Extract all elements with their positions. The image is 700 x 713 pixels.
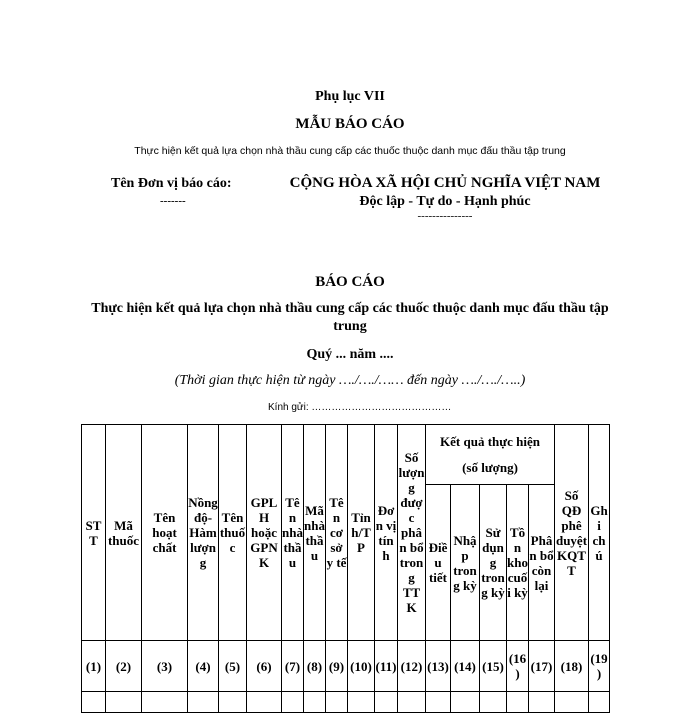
col-header: Tên thuốc [219, 425, 247, 641]
group-header: Kết quả thực hiện (số lượng) [426, 425, 555, 485]
col-number: (9) [326, 641, 348, 692]
recipient-line: Kính gửi: …………………………………… [268, 402, 452, 413]
col-number: (4) [188, 641, 219, 692]
unit-divider: ------- [160, 195, 186, 207]
col-header: Nồng độ-Hàm lượng [188, 425, 219, 641]
col-header: Điều tiết [426, 485, 451, 641]
col-number: (19) [589, 641, 610, 692]
col-header: Tên nhà thầu [282, 425, 304, 641]
unit-label: Tên Đơn vị báo cáo: [111, 176, 232, 191]
col-header: Tên hoạt chất [142, 425, 188, 641]
report-subtitle: Thực hiện kết quả lựa chọn nhà thầu cung cấp các thuốc thuộc danh mục đấu thầu tập trung [91, 301, 609, 334]
col-number: (14) [451, 641, 480, 692]
col-header: STT [82, 425, 106, 641]
col-number: (7) [282, 641, 304, 692]
col-header: GPLH hoặc GPNK [247, 425, 282, 641]
motto-divider: --------------- [417, 210, 473, 222]
col-header: Phân bổ còn lại [529, 485, 555, 641]
nation-title: CỘNG HÒA XÃ HỘI CHỦ NGHĨA VIỆT NAM [289, 175, 601, 191]
col-header: Tồn kho cuối kỳ [507, 485, 529, 641]
col-number: (16) [507, 641, 529, 692]
col-header: Số QĐ phê duyệt KQT T [555, 425, 589, 641]
report-period: (Thời gian thực hiện từ ngày …./…./…… đến ngày …./…./…..) [174, 373, 526, 388]
form-subtitle: Thực hiện kết quả lựa chọn nhà thầu cung cấp các thuốc thuộc danh mục đấu thầu tập trung [134, 145, 566, 157]
col-number: (17) [529, 641, 555, 692]
col-header: Đơn vị tính [375, 425, 398, 641]
col-number: (15) [480, 641, 507, 692]
report-quarter: Quý ... năm .... [306, 347, 394, 362]
motto: Độc lập - Tự do - Hạnh phúc [359, 194, 531, 209]
col-number: (13) [426, 641, 451, 692]
col-number: (11) [375, 641, 398, 692]
col-header: Tên cơ sở y tế [326, 425, 348, 641]
col-header: Mã thuốc [106, 425, 142, 641]
report-title: BÁO CÁO [315, 274, 385, 290]
col-number: (12) [398, 641, 426, 692]
col-number: (5) [219, 641, 247, 692]
col-header: Sử dụng trong kỳ [480, 485, 507, 641]
col-header: Tỉnh/TP [348, 425, 375, 641]
table-row [82, 692, 610, 713]
col-number: (3) [142, 641, 188, 692]
col-header: Ghi chú [589, 425, 610, 641]
col-number: (6) [247, 641, 282, 692]
col-number: (18) [555, 641, 589, 692]
col-number: (2) [106, 641, 142, 692]
form-title: MẪU BÁO CÁO [295, 116, 405, 132]
col-header: Nhập trong kỳ [451, 485, 480, 641]
col-header: Mã nhà thầu [304, 425, 326, 641]
report-table [81, 424, 610, 713]
appendix-label: Phụ lục VII [315, 89, 385, 104]
col-number: (10) [348, 641, 375, 692]
col-number: (1) [82, 641, 106, 692]
col-header: Số lượng được phân bổ trong TTK [398, 425, 426, 641]
col-number: (8) [304, 641, 326, 692]
